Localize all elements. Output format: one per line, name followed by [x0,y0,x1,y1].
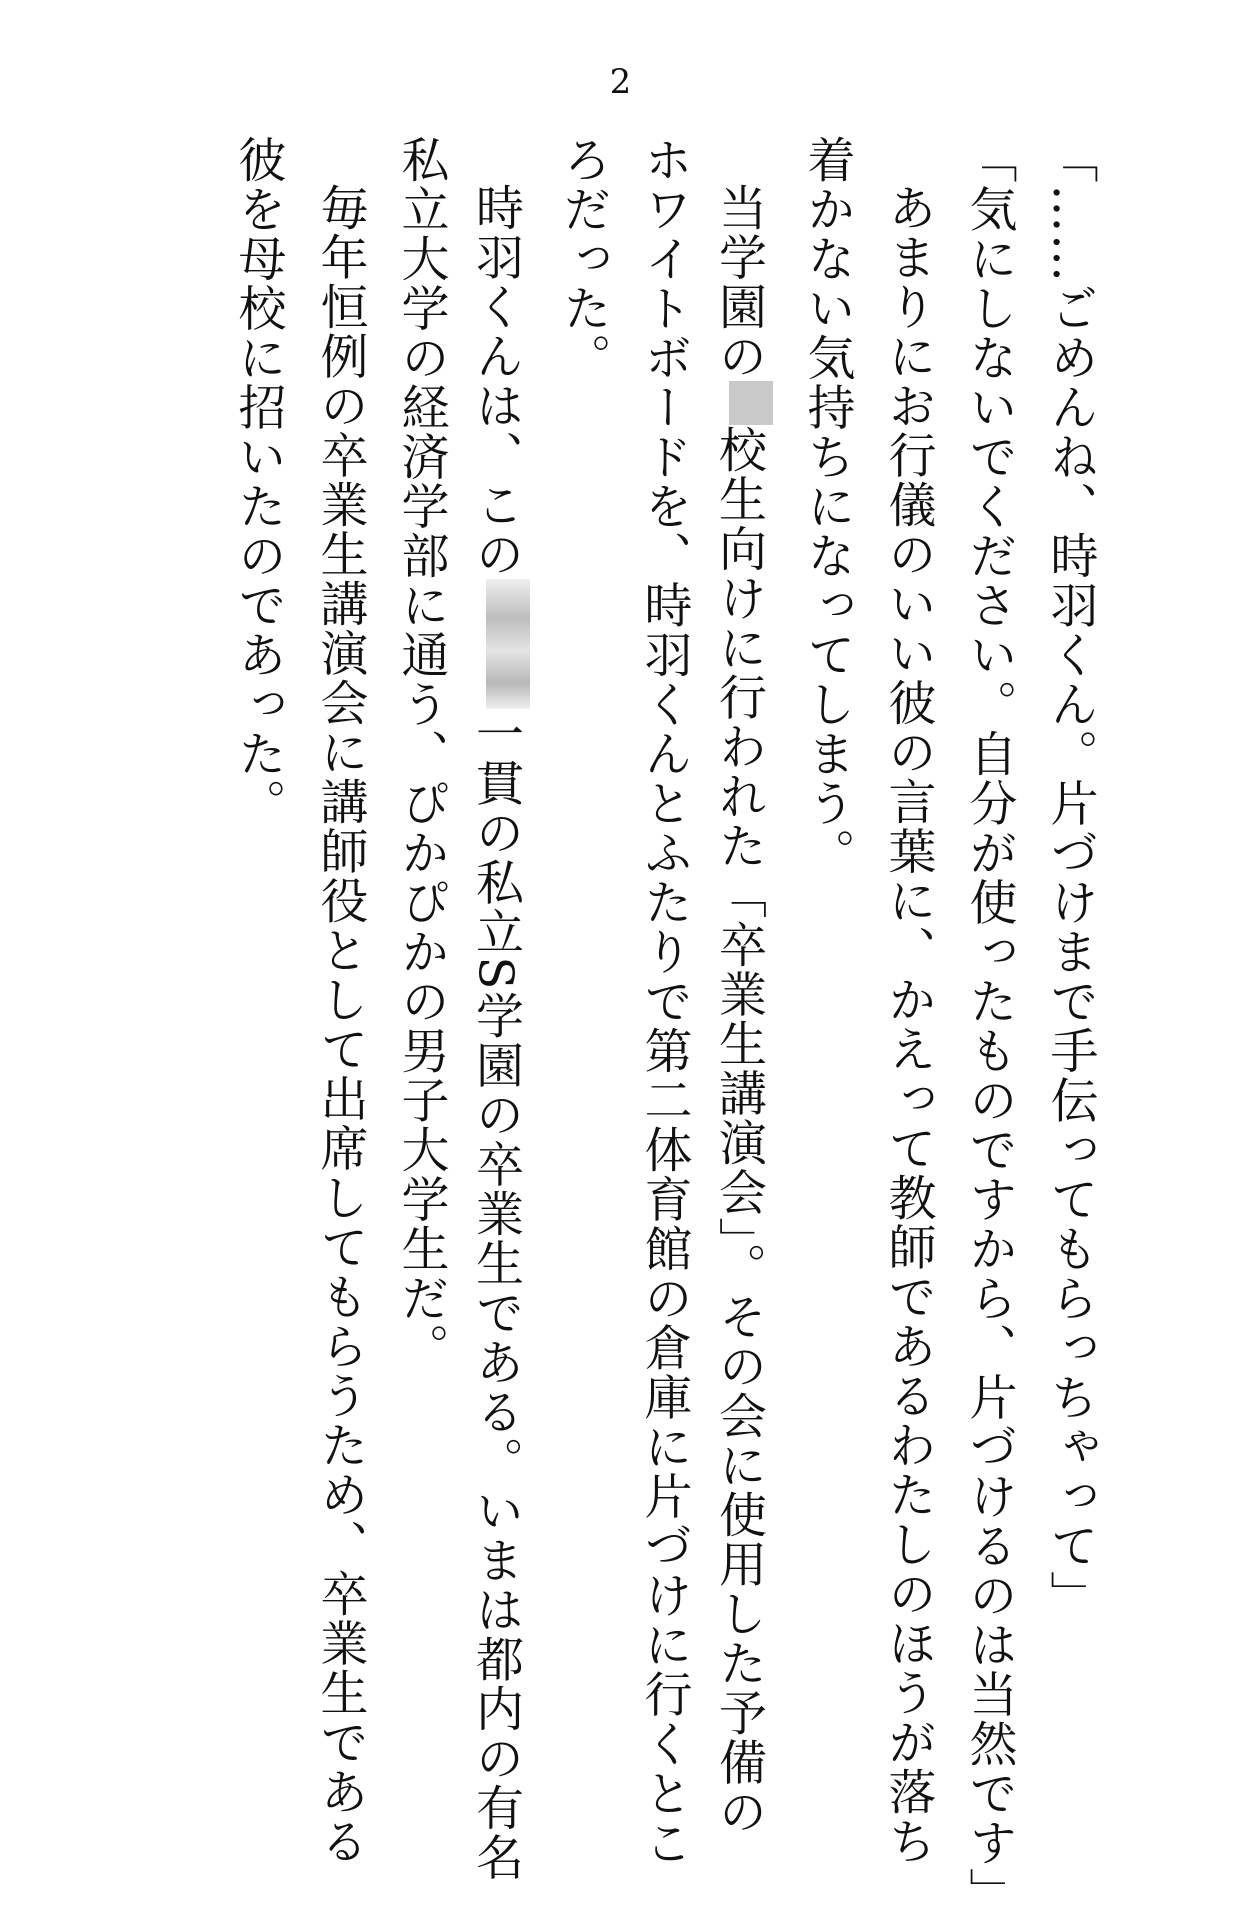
paragraph-indent [340,135,341,183]
narration-line-4a-pre: 当学園の [710,183,767,381]
narration-line-5a-pre: 時羽くんは、この [467,183,524,579]
narration-line-3b: 着かない気持ちになってしまう。 [799,135,855,878]
text-column-8 [467,135,530,1882]
text-column-10 [312,135,368,1866]
censored-mosaic [486,579,530,709]
text-column-4 [799,135,855,1655]
text-column-6 [636,135,692,1868]
text-column-1 [1042,135,1098,1655]
text-column-2 [961,135,1017,1917]
narration-line-4b: ホワイトボードを、時羽くんとふたりで第二体育館の倉庫に片づけに行くとこ [636,135,692,1868]
text-column-3 [880,135,936,1866]
text-column-5 [710,135,773,1837]
paragraph-indent [908,135,909,183]
text-column-9 [393,135,449,1655]
narration-line-5b: 私立大学の経済学部に通う、ぴかぴかの男子大学生だ。 [393,135,449,1373]
dialogue-line-2: 「気にしないでください。自分が使ったものですから、片づけるのは当然です」 [961,135,1017,1917]
narration-line-4a-post: 校生向けに行われた「卒業生講演会」。その会に使用した予備の [710,425,767,1837]
narration-line-5a-post: 一貫の私立S学園の卒業生である。いまは都内の有名 [467,709,524,1882]
text-column-11 [230,135,286,1655]
dialogue-line-1: 「……ごめんね、時羽くん。片づけまで手伝ってもらっちゃって」 [1042,135,1098,1620]
paragraph-indent [738,135,739,183]
censored-mosaic [729,381,773,425]
narration-line-3a: あまりにお行儀のいい彼の言葉に、かえって教師であるわたしのほうが落ち [880,183,936,1866]
narration-line-4c: ろだった。 [555,135,611,383]
narration-line-6a: 毎年恒例の卒業生講演会に講師役として出席してもらうため、卒業生である [312,183,368,1866]
narration-line-6b: 彼を母校に招いたのであった。 [230,135,286,828]
paragraph-indent [495,135,496,183]
text-column-7 [555,135,611,1655]
page-number: 2 [609,62,632,102]
